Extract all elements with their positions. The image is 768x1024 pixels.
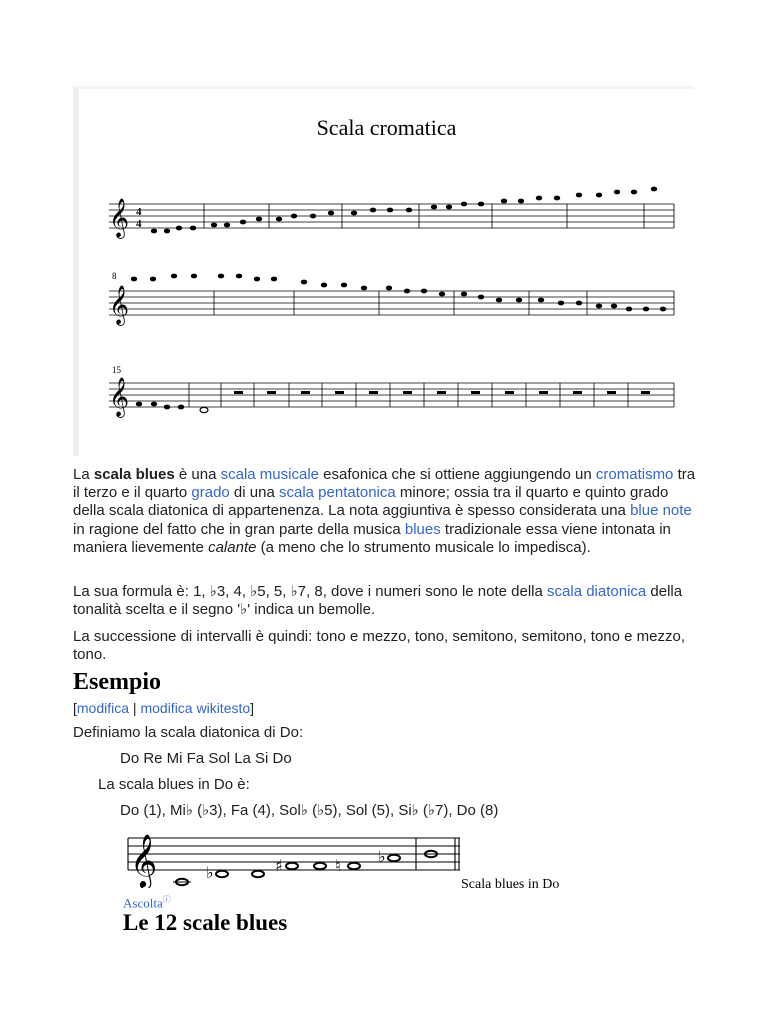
svg-text:♯: ♯	[275, 856, 283, 875]
edit-source-link[interactable]: modifica wikitesto	[140, 700, 251, 716]
link-cromatismo[interactable]: cromatismo	[595, 466, 674, 483]
section-heading-esempio: Esempio	[73, 669, 162, 695]
svg-text:𝄞: 𝄞	[130, 833, 158, 887]
svg-text:♮: ♮	[335, 856, 341, 875]
link-scala-diatonica[interactable]: scala diatonica	[547, 583, 647, 600]
svg-text:𝄞: 𝄞	[109, 377, 130, 417]
svg-text:𝄞: 𝄞	[109, 198, 130, 238]
edit-section-links: [modifica | modifica wikitesto]	[73, 700, 255, 716]
link-scala-musicale[interactable]: scala musicale	[220, 466, 319, 483]
blues-scale-caption: Scala blues in Do	[461, 877, 560, 892]
svg-text:𝄞: 𝄞	[109, 285, 130, 325]
svg-text:♭: ♭	[378, 847, 386, 866]
staff-line-3	[109, 361, 679, 421]
svg-text:4: 4	[136, 206, 142, 218]
measure-number-8: 8	[112, 271, 117, 281]
edit-link[interactable]: modifica	[76, 700, 130, 716]
svg-text:4: 4	[136, 218, 142, 230]
info-icon: ⓘ	[162, 895, 171, 904]
link-grado[interactable]: grado	[191, 484, 230, 502]
intro-paragraph-2: La sua formula è: 1, ♭3, 4, ♭5, 5, ♭7, 8, dove i numeri sono le note della scala diatonica della tonalità scelta e il segno '♭' indica un bemolle.	[73, 583, 683, 619]
blues-scale-staff	[126, 826, 462, 888]
diatonic-intro-line: Definiamo la scala diatonica di Do:	[73, 724, 304, 741]
link-blue-note[interactable]: blue note	[630, 502, 692, 520]
link-scala-pentatonica[interactable]: scala pentatonica	[278, 484, 396, 502]
svg-text:♭: ♭	[206, 863, 214, 882]
staff-line-1	[109, 184, 679, 244]
diatonic-notes-line: Do Re Mi Fa Sol La Si Do	[120, 750, 292, 767]
blues-notes-line: Do (1), Mi♭ (♭3), Fa (4), Sol♭ (♭5), Sol (5), Si♭ (♭7), Do (8)	[120, 802, 499, 819]
term-scala-blues: scala blues	[93, 466, 175, 483]
intro-paragraph-1: La scala blues è una scala musicale esafonica che si ottiene aggiungendo un cromatismo tra il terzo e il quarto grado di una scala pentatonica minore; ossia tra il quarto e quinto grado della scala diatonica di appartenenza. La nota aggiuntiva è spesso considerata una blue note in ragione del fatto che in gran parte della musica blues tradizionale essa viene intonata in maniera lievemente calante (a meno che lo strumento musicale lo impedisca).	[73, 466, 696, 556]
figure-title: Scala cromatica	[316, 115, 457, 140]
chromatic-scale-figure	[73, 86, 694, 456]
intro-paragraph-3: La successione di intervalli è quindi: tono e mezzo, tono, semitono, semitono, tono e mezzo, tono.	[73, 628, 686, 664]
blues-intro-line: La scala blues in Do è:	[98, 776, 250, 793]
measure-number-15: 15	[112, 365, 121, 375]
subheading-12-scale-blues: Le 12 scale blues	[123, 910, 288, 935]
link-blues[interactable]: blues	[404, 520, 441, 538]
listen-link[interactable]: Ascoltaⓘ	[123, 895, 171, 911]
staff-line-2	[109, 269, 679, 329]
